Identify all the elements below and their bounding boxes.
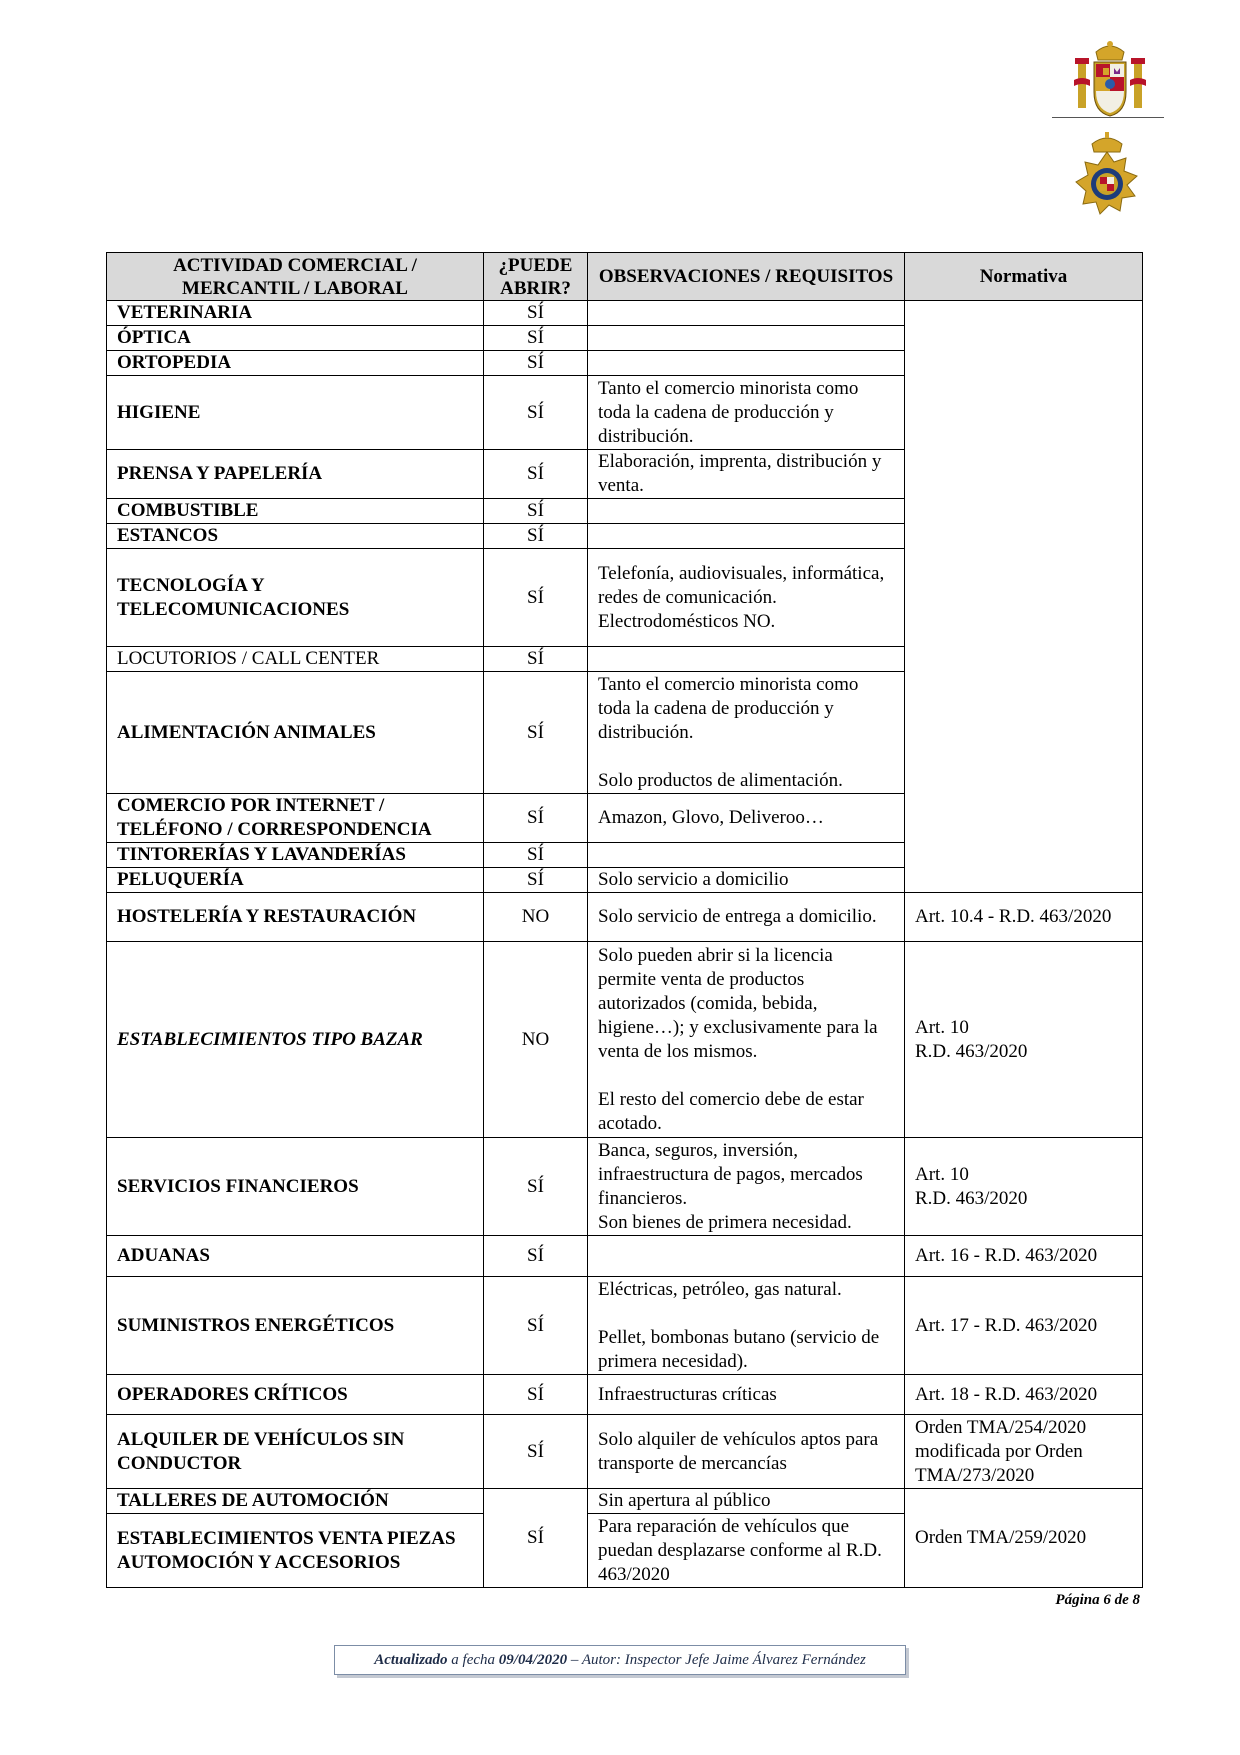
observations-cell <box>588 647 905 672</box>
activity-cell: SERVICIOS FINANCIEROS <box>107 1138 484 1236</box>
activity-cell: ADUANAS <box>107 1236 484 1277</box>
activity-cell: LOCUTORIOS / CALL CENTER <box>107 647 484 672</box>
table-row <box>107 301 1143 326</box>
activity-cell: ESTANCOS <box>107 524 484 549</box>
activity-cell: PRENSA Y PAPELERÍA <box>107 450 484 499</box>
table-header-row <box>107 253 1143 301</box>
can-open-cell: NO <box>484 942 588 1138</box>
can-open-cell: SÍ <box>484 843 588 868</box>
activity-cell: ÓPTICA <box>107 326 484 351</box>
activity-cell: COMERCIO POR INTERNET / TELÉFONO / CORRESPONDENCIA <box>107 794 484 843</box>
activity-cell: ALQUILER DE VEHÍCULOS SIN CONDUCTOR <box>107 1415 484 1489</box>
observations-cell: Banca, seguros, inversión, infraestructura de pagos, mercados financieros. Son bienes de primera necesidad. <box>588 1138 905 1236</box>
can-open-cell: SÍ <box>484 1489 588 1588</box>
can-open-cell: SÍ <box>484 450 588 499</box>
police-badge-icon <box>1072 132 1142 222</box>
header-can-open: ¿PUEDE ABRIR? <box>484 253 588 301</box>
can-open-cell: SÍ <box>484 499 588 524</box>
activity-cell: TALLERES DE AUTOMOCIÓN <box>107 1489 484 1514</box>
observations-cell: Solo alquiler de vehículos aptos para transporte de mercancías <box>588 1415 905 1489</box>
footer-date: 09/04/2020 <box>498 1652 568 1668</box>
header-regulation: Normativa <box>905 253 1143 301</box>
table-row <box>107 1489 1143 1514</box>
header-divider <box>1052 117 1164 118</box>
observations-cell: Solo servicio de entrega a domicilio. <box>588 893 905 942</box>
can-open-cell: SÍ <box>484 1415 588 1489</box>
can-open-cell: SÍ <box>484 549 588 647</box>
table-row <box>107 1375 1143 1415</box>
observations-cell: Amazon, Glovo, Deliveroo… <box>588 794 905 843</box>
header-observations: OBSERVACIONES / REQUISITOS <box>588 253 905 301</box>
observations-cell <box>588 351 905 376</box>
business-activity-table <box>106 252 1143 1588</box>
can-open-cell: SÍ <box>484 376 588 450</box>
observations-cell: Solo servicio a domicilio <box>588 868 905 893</box>
regulation-cell: Art. 10.4 - R.D. 463/2020 <box>905 893 1143 942</box>
can-open-cell: SÍ <box>484 672 588 794</box>
can-open-cell: SÍ <box>484 351 588 376</box>
table-row <box>107 1277 1143 1375</box>
coat-of-arms-icon <box>1070 40 1150 118</box>
observations-cell: Infraestructuras críticas <box>588 1375 905 1415</box>
activity-cell: ESTABLECIMIENTOS TIPO BAZAR <box>107 942 484 1138</box>
can-open-cell: SÍ <box>484 1277 588 1375</box>
observations-cell <box>588 301 905 326</box>
regulation-cell: Art. 17 - R.D. 463/2020 <box>905 1277 1143 1375</box>
activity-cell: HOSTELERÍA Y RESTAURACIÓN <box>107 893 484 942</box>
can-open-cell: SÍ <box>484 1375 588 1415</box>
observations-cell: Eléctricas, petróleo, gas natural. Pellet, bombonas butano (servicio de primera necesidad). <box>588 1277 905 1375</box>
regulation-cell: Art. 10 R.D. 463/2020 <box>905 942 1143 1138</box>
table-row <box>107 1415 1143 1489</box>
can-open-cell: NO <box>484 893 588 942</box>
observations-cell: Telefonía, audiovisuales, informática, redes de comunicación. Electrodomésticos NO. <box>588 549 905 647</box>
footer-a-fecha: a fecha <box>447 1652 499 1668</box>
regulation-cell: Art. 16 - R.D. 463/2020 <box>905 1236 1143 1277</box>
regulation-cell-empty <box>905 301 1143 893</box>
activity-cell: VETERINARIA <box>107 301 484 326</box>
can-open-cell: SÍ <box>484 868 588 893</box>
can-open-cell: SÍ <box>484 647 588 672</box>
table-row <box>107 1236 1143 1277</box>
regulation-cell: Art. 18 - R.D. 463/2020 <box>905 1375 1143 1415</box>
footer-author: – Autor: Inspector Jefe Jaime Álvarez Fernández <box>567 1652 866 1668</box>
observations-cell: Tanto el comercio minorista como toda la cadena de producción y distribución. <box>588 376 905 450</box>
activity-cell: ALIMENTACIÓN ANIMALES <box>107 672 484 794</box>
observations-cell: Sin apertura al público <box>588 1489 905 1514</box>
activity-cell: TECNOLOGÍA Y TELECOMUNICACIONES <box>107 549 484 647</box>
table-row <box>107 1138 1143 1236</box>
activity-cell: COMBUSTIBLE <box>107 499 484 524</box>
can-open-cell: SÍ <box>484 1236 588 1277</box>
can-open-cell: SÍ <box>484 794 588 843</box>
observations-cell: Para reparación de vehículos que puedan desplazarse conforme al R.D. 463/2020 <box>588 1514 905 1588</box>
observations-cell: Solo pueden abrir si la licencia permite venta de productos autorizados (comida, bebida, higiene…); y exclusivamente para la venta de los mismos. El resto del comercio debe de estar acotado. <box>588 942 905 1138</box>
footer-updated: Actualizado <box>374 1652 448 1668</box>
regulation-cell: Art. 10 R.D. 463/2020 <box>905 1138 1143 1236</box>
can-open-cell: SÍ <box>484 524 588 549</box>
observations-cell <box>588 499 905 524</box>
activity-cell: PELUQUERÍA <box>107 868 484 893</box>
footer-box <box>334 1645 906 1675</box>
page-number: Página 6 de 8 <box>1055 1592 1140 1608</box>
observations-cell <box>588 843 905 868</box>
observations-cell: Elaboración, imprenta, distribución y venta. <box>588 450 905 499</box>
activity-cell: ESTABLECIMIENTOS VENTA PIEZAS AUTOMOCIÓN Y ACCESORIOS <box>107 1514 484 1588</box>
observations-cell <box>588 524 905 549</box>
regulation-cell: Orden TMA/259/2020 <box>905 1489 1143 1588</box>
activity-cell: OPERADORES CRÍTICOS <box>107 1375 484 1415</box>
activity-cell: ORTOPEDIA <box>107 351 484 376</box>
header-activity: ACTIVIDAD COMERCIAL / MERCANTIL / LABORAL <box>107 253 484 301</box>
observations-cell: Tanto el comercio minorista como toda la cadena de producción y distribución. Solo productos de alimentación. <box>588 672 905 794</box>
table-row <box>107 942 1143 1138</box>
activity-cell: SUMINISTROS ENERGÉTICOS <box>107 1277 484 1375</box>
observations-cell <box>588 326 905 351</box>
can-open-cell: SÍ <box>484 326 588 351</box>
can-open-cell: SÍ <box>484 1138 588 1236</box>
can-open-cell: SÍ <box>484 301 588 326</box>
regulation-cell: Orden TMA/254/2020 modificada por Orden TMA/273/2020 <box>905 1415 1143 1489</box>
activity-cell: TINTORERÍAS Y LAVANDERÍAS <box>107 843 484 868</box>
table-row <box>107 893 1143 942</box>
observations-cell <box>588 1236 905 1277</box>
activity-cell: HIGIENE <box>107 376 484 450</box>
